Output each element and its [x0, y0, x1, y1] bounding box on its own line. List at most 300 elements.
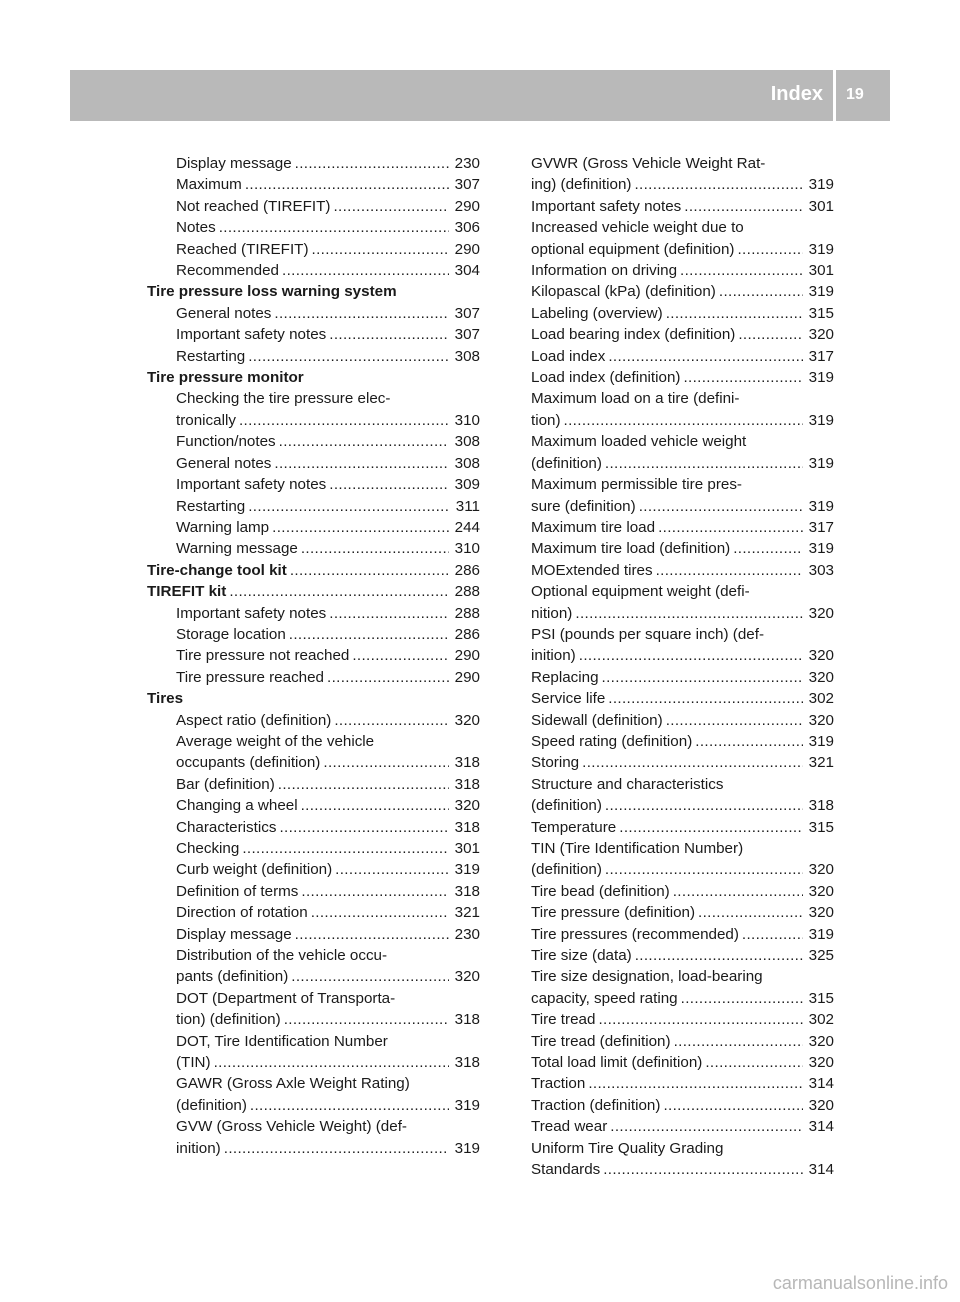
leader-dots: [295, 924, 449, 945]
index-entry-lead: Maximum loaded vehicle weight: [531, 433, 747, 451]
page-ref: 319: [808, 240, 834, 258]
page-ref: 319: [454, 1096, 480, 1114]
entry-text: tion): [531, 411, 561, 429]
page-ref: 306: [454, 219, 480, 237]
page-ref: 319: [454, 1139, 480, 1157]
page-ref: 318: [454, 1054, 480, 1072]
page-ref: 320: [808, 861, 834, 879]
index-entry: [147, 174, 480, 195]
leader-dots: [274, 453, 449, 474]
page-ref: 308: [454, 433, 480, 451]
entry-text: Maximum tire load: [531, 518, 656, 536]
leader-dots: [279, 431, 449, 452]
leader-dots: [274, 303, 449, 324]
index-heading: [147, 560, 480, 581]
index-entry: [147, 881, 480, 902]
page-ref: 304: [454, 262, 480, 280]
entry-text: Direction of rotation: [176, 904, 308, 922]
entry-text: Tire pressure (definition): [531, 904, 696, 922]
page-ref: 288: [454, 604, 480, 622]
page-ref: 301: [808, 197, 834, 215]
index-entry: [147, 795, 480, 816]
index-column-left: [147, 153, 480, 1159]
leader-dots: [605, 795, 803, 816]
index-entry: [147, 710, 480, 731]
index-entry: [147, 966, 480, 987]
page-ref: 320: [808, 326, 834, 344]
entry-text: Information on driving: [531, 262, 678, 280]
page-ref: 318: [454, 1011, 480, 1029]
entry-text: Important safety notes: [531, 197, 682, 215]
leader-dots: [674, 1031, 803, 1052]
index-entry: [531, 303, 834, 324]
entry-text: Recommended: [176, 262, 279, 280]
index-entry: [147, 196, 480, 217]
index-entry: [531, 1052, 834, 1073]
index-entry: [147, 624, 480, 645]
section-title: Index: [770, 83, 823, 105]
leader-dots: [248, 346, 449, 367]
index-entry: [531, 710, 834, 731]
leader-dots: [680, 260, 803, 281]
entry-text: Load bearing index (definition): [531, 326, 736, 344]
entry-text: (definition): [531, 454, 602, 472]
leader-dots: [248, 496, 449, 517]
index-entry: [531, 1009, 834, 1030]
leader-dots: [311, 902, 449, 923]
page-ref: 310: [454, 540, 480, 558]
index-entry: [147, 817, 480, 838]
entry-text: tronically: [176, 411, 236, 429]
leader-dots: [291, 966, 449, 987]
page-ref: 290: [454, 647, 480, 665]
leader-dots: [329, 474, 449, 495]
leader-dots: [279, 817, 449, 838]
page-ref: 319: [454, 861, 480, 879]
leader-dots: [639, 496, 803, 517]
page-ref: 307: [454, 326, 480, 344]
leader-dots: [610, 1116, 803, 1137]
entry-text: sure (definition): [531, 497, 636, 515]
page-ref: 288: [454, 583, 480, 601]
entry-text: Tire bead (definition): [531, 882, 670, 900]
index-entry-lead: Maximum load on a tire (defini-: [531, 390, 740, 408]
page-ref: 319: [808, 411, 834, 429]
entry-text: Checking: [176, 840, 240, 857]
page-ref: 301: [808, 262, 834, 280]
index-entry-lead: Maximum permissible tire pres-: [531, 476, 742, 494]
entry-text: Changing a wheel: [176, 797, 298, 815]
entry-text: capacity, speed rating: [531, 989, 678, 1007]
index-entry: [531, 988, 834, 1009]
entry-text: Tire tread: [531, 1011, 596, 1029]
entry-text: (definition): [176, 1096, 247, 1114]
index-entry: [531, 688, 834, 709]
leader-dots: [278, 774, 449, 795]
index-entry: [531, 924, 834, 945]
page-ref: 315: [808, 818, 834, 836]
entry-text: Speed rating (definition): [531, 732, 693, 750]
index-entry: [531, 667, 834, 688]
entry-text: Warning message: [176, 540, 298, 558]
page-ref: 320: [454, 797, 480, 815]
leader-dots: [289, 624, 449, 645]
leader-dots: [282, 260, 449, 281]
entry-text: TIREFIT kit: [147, 583, 227, 601]
leader-dots: [301, 795, 449, 816]
index-heading: [147, 281, 480, 302]
index-column-right: [531, 153, 834, 1181]
index-entry-lead: GVWR (Gross Vehicle Weight Rat-: [531, 155, 766, 172]
entry-text: (TIN): [176, 1054, 211, 1072]
leader-dots: [603, 1159, 803, 1180]
index-entry: [147, 603, 480, 624]
entry-text: Important safety notes: [176, 604, 327, 622]
page-ref: 317: [808, 347, 834, 365]
entry-text: inition): [176, 1139, 221, 1157]
leader-dots: [284, 1009, 449, 1030]
index-entry: [531, 346, 834, 367]
index-entry: [531, 260, 834, 281]
index-heading: [147, 581, 480, 602]
leader-dots: [663, 1095, 803, 1116]
entry-text: Function/notes: [176, 433, 276, 451]
entry-text: Tire pressure not reached: [176, 647, 350, 665]
index-entry: [531, 410, 834, 431]
leader-dots: [290, 560, 449, 581]
leader-dots: [742, 924, 803, 945]
index-heading: [147, 688, 480, 709]
page-ref: 311: [455, 497, 480, 515]
page-ref: 320: [808, 904, 834, 922]
leader-dots: [698, 902, 803, 923]
page-ref: 309: [454, 476, 480, 494]
index-entry-lead: Checking the tire pressure elec-: [176, 390, 391, 408]
index-entry: [147, 260, 480, 281]
entry-text: General notes: [176, 454, 272, 472]
leader-dots: [608, 688, 803, 709]
leader-dots: [705, 1052, 803, 1073]
page-ref: 314: [808, 1161, 834, 1179]
entry-text: Definition of terms: [176, 882, 299, 900]
entry-text: nition): [531, 604, 573, 622]
entry-text: (definition): [531, 861, 602, 879]
page-ref: 318: [454, 818, 480, 836]
index-entry: [531, 1159, 834, 1180]
page-ref: 325: [808, 947, 834, 965]
page-number: 19: [846, 86, 864, 103]
index-entry: [147, 239, 480, 260]
leader-dots: [656, 560, 803, 581]
leader-dots: [719, 281, 803, 302]
leader-dots: [634, 174, 803, 195]
index-entry-lead: Structure and characteristics: [531, 775, 724, 793]
leader-dots: [229, 581, 449, 602]
leader-dots: [250, 1095, 449, 1116]
leader-dots: [329, 324, 449, 345]
leader-dots: [335, 859, 449, 880]
page-ref: 317: [808, 518, 834, 536]
index-entry: [531, 324, 834, 345]
index-entry: [147, 346, 480, 367]
leader-dots: [564, 410, 803, 431]
entry-text: Traction: [531, 1075, 586, 1093]
entry-text: Notes: [176, 219, 216, 237]
index-entry: [147, 902, 480, 923]
index-entry-lead: Distribution of the vehicle occu-: [176, 947, 388, 965]
leader-dots: [239, 410, 449, 431]
page-ref: 310: [454, 411, 480, 429]
index-entry: [531, 795, 834, 816]
entry-text: Labeling (overview): [531, 304, 663, 322]
page-ref: 290: [454, 240, 480, 258]
index-entry: [147, 924, 480, 945]
leader-dots: [658, 517, 803, 538]
page-ref: 319: [808, 497, 834, 515]
index-entry: [531, 603, 834, 624]
index-entry: [531, 1031, 834, 1052]
index-entry-lead: Average weight of the vehicle: [176, 732, 375, 750]
page-ref: 314: [808, 1075, 834, 1093]
leader-dots: [329, 603, 449, 624]
index-entry: [147, 752, 480, 773]
page-ref: 286: [454, 561, 480, 579]
leader-dots: [605, 453, 803, 474]
page-ref: 230: [454, 925, 480, 943]
entry-text: Service life: [531, 690, 606, 708]
entry-text: Important safety notes: [176, 476, 327, 494]
page-ref: 315: [808, 304, 834, 322]
index-entry-lead: GAWR (Gross Axle Weight Rating): [176, 1075, 410, 1093]
entry-text: Tire pressure monitor: [147, 369, 304, 387]
index-entry: [531, 239, 834, 260]
entry-text: Temperature: [531, 818, 617, 836]
index-entry: [147, 859, 480, 880]
index-entry: [147, 303, 480, 324]
page-ref: 302: [808, 1011, 834, 1029]
page-ref: 319: [808, 283, 834, 301]
entry-text: optional equipment (definition): [531, 240, 735, 258]
page-ref: 319: [808, 732, 834, 750]
index-entry: [531, 281, 834, 302]
entry-text: Traction (definition): [531, 1096, 661, 1114]
index-entry-lead: TIN (Tire Identification Number): [531, 840, 744, 857]
index-entry: [147, 667, 480, 688]
entry-text: Not reached (TIREFIT): [176, 197, 331, 215]
entry-text: Restarting: [176, 347, 246, 365]
index-entry: [147, 496, 480, 517]
index-entry-lead: PSI (pounds per square inch) (def-: [531, 625, 764, 643]
entry-text: Tire size (data): [531, 947, 632, 965]
page-ref: 319: [808, 454, 834, 472]
page-ref: 320: [808, 882, 834, 900]
page-ref: 290: [454, 197, 480, 215]
leader-dots: [733, 538, 803, 559]
index-entry: [147, 838, 480, 859]
entry-text: Warning lamp: [176, 518, 270, 536]
entry-text: Maximum: [176, 176, 242, 194]
leader-dots: [242, 838, 449, 859]
index-entry: [531, 731, 834, 752]
entry-text: Tire-change tool kit: [147, 561, 287, 579]
page-ref: 319: [808, 176, 834, 194]
index-entry-lead: Tire size designation, load-bearing: [531, 968, 763, 986]
leader-dots: [737, 239, 803, 260]
index-entry-lead: Increased vehicle weight due to: [531, 219, 744, 237]
leader-dots: [272, 517, 449, 538]
page-ref: 320: [808, 668, 834, 686]
entry-text: Kilopascal (kPa) (definition): [531, 283, 716, 301]
leader-dots: [588, 1073, 803, 1094]
entry-text: Tire pressures (recommended): [531, 925, 739, 943]
leader-dots: [608, 346, 803, 367]
index-entry: [147, 453, 480, 474]
index-entry: [147, 153, 480, 174]
index-entry: [531, 881, 834, 902]
leader-dots: [602, 667, 803, 688]
index-entry: [531, 496, 834, 517]
page-ref: 320: [808, 1054, 834, 1072]
index-entry: [531, 174, 834, 195]
entry-text: tion) (definition): [176, 1011, 281, 1029]
page-ref: 320: [808, 604, 834, 622]
page-ref: 319: [808, 540, 834, 558]
leader-dots: [323, 752, 449, 773]
page-ref: 308: [454, 454, 480, 472]
entry-text: Restarting: [176, 497, 246, 515]
entry-text: Storage location: [176, 625, 286, 643]
page-ref: 321: [454, 904, 480, 922]
entry-text: Tire pressure loss warning system: [147, 283, 397, 301]
index-heading: [147, 367, 480, 388]
index-entry: [147, 538, 480, 559]
page-ref: 319: [808, 369, 834, 387]
leader-dots: [352, 645, 449, 666]
entry-text: Reached (TIREFIT): [176, 240, 309, 258]
page-ref: 302: [808, 690, 834, 708]
entry-text: Load index (definition): [531, 369, 681, 387]
index-entry-lead: Uniform Tire Quality Grading: [531, 1139, 724, 1157]
page-ref: 314: [808, 1118, 834, 1136]
page-ref: 320: [808, 711, 834, 729]
index-entry: [531, 945, 834, 966]
page-ref: 318: [454, 775, 480, 793]
leader-dots: [673, 881, 803, 902]
entry-text: Display message: [176, 925, 292, 943]
index-entry: [531, 902, 834, 923]
page-ref: 315: [808, 989, 834, 1007]
page-ref: 301: [454, 840, 480, 857]
index-entry: [531, 367, 834, 388]
leader-dots: [582, 752, 803, 773]
entry-text: ing) (definition): [531, 176, 632, 194]
leader-dots: [575, 603, 803, 624]
leader-dots: [327, 667, 449, 688]
index-entry: [531, 560, 834, 581]
leader-dots: [334, 710, 449, 731]
page-ref: 319: [808, 925, 834, 943]
leader-dots: [301, 881, 449, 902]
entry-text: Replacing: [531, 668, 599, 686]
index-entry: [531, 1116, 834, 1137]
page-ref: 230: [454, 155, 480, 172]
leader-dots: [579, 645, 803, 666]
leader-dots: [224, 1138, 449, 1159]
index-entry: [147, 645, 480, 666]
index-entry: [531, 1095, 834, 1116]
leader-dots: [245, 174, 449, 195]
watermark: carmanualsonline.info: [772, 1273, 948, 1293]
page-ref: 320: [808, 1096, 834, 1114]
entry-text: Tires: [147, 690, 184, 708]
entry-text: (definition): [531, 797, 602, 815]
page-ref: 318: [454, 754, 480, 772]
entry-text: inition): [531, 647, 576, 665]
leader-dots: [219, 217, 449, 238]
index-entry: [147, 1095, 480, 1116]
index-entry: [147, 217, 480, 238]
index-entry: [147, 1052, 480, 1073]
index-entry: [531, 453, 834, 474]
entry-text: General notes: [176, 304, 272, 322]
index-entry: [147, 324, 480, 345]
entry-text: Important safety notes: [176, 326, 327, 344]
index-entry: [147, 474, 480, 495]
index-entry: [147, 1009, 480, 1030]
index-entry: [531, 859, 834, 880]
leader-dots: [738, 324, 803, 345]
leader-dots: [681, 988, 803, 1009]
index-entry: [531, 538, 834, 559]
entry-text: Aspect ratio (definition): [176, 711, 332, 729]
page-ref: 286: [454, 625, 480, 643]
entry-text: Sidewall (definition): [531, 711, 663, 729]
leader-dots: [666, 303, 803, 324]
entry-text: Total load limit (definition): [531, 1054, 703, 1072]
entry-text: Storing: [531, 754, 580, 772]
index-entry: [531, 817, 834, 838]
index-entry: [147, 410, 480, 431]
entry-text: MOExtended tires: [531, 561, 653, 579]
entry-text: Load index: [531, 347, 606, 365]
page-ref: 290: [454, 668, 480, 686]
index-entry-lead: GVW (Gross Vehicle Weight) (def-: [176, 1118, 407, 1136]
index-entry-lead: DOT (Department of Transporta-: [176, 989, 396, 1007]
entry-text: Standards: [531, 1161, 601, 1179]
leader-dots: [666, 710, 803, 731]
page-ref: 308: [454, 347, 480, 365]
page-ref: 321: [808, 754, 834, 772]
index-entry: [531, 517, 834, 538]
index-entry: [147, 431, 480, 452]
leader-dots: [684, 196, 803, 217]
entry-text: Maximum tire load (definition): [531, 540, 731, 558]
index-entry: [147, 517, 480, 538]
leader-dots: [301, 538, 449, 559]
entry-text: Tire pressure reached: [176, 668, 325, 686]
leader-dots: [214, 1052, 449, 1073]
index-entry: [531, 1073, 834, 1094]
leader-dots: [605, 859, 803, 880]
index-entry-lead: DOT, Tire Identification Number: [176, 1032, 388, 1050]
page-ref: 318: [454, 882, 480, 900]
page-ref: 320: [808, 647, 834, 665]
entry-text: Curb weight (definition): [176, 861, 333, 879]
entry-text: Characteristics: [176, 818, 277, 836]
index-entry: [531, 196, 834, 217]
leader-dots: [619, 817, 803, 838]
entry-text: Display message: [176, 155, 292, 172]
